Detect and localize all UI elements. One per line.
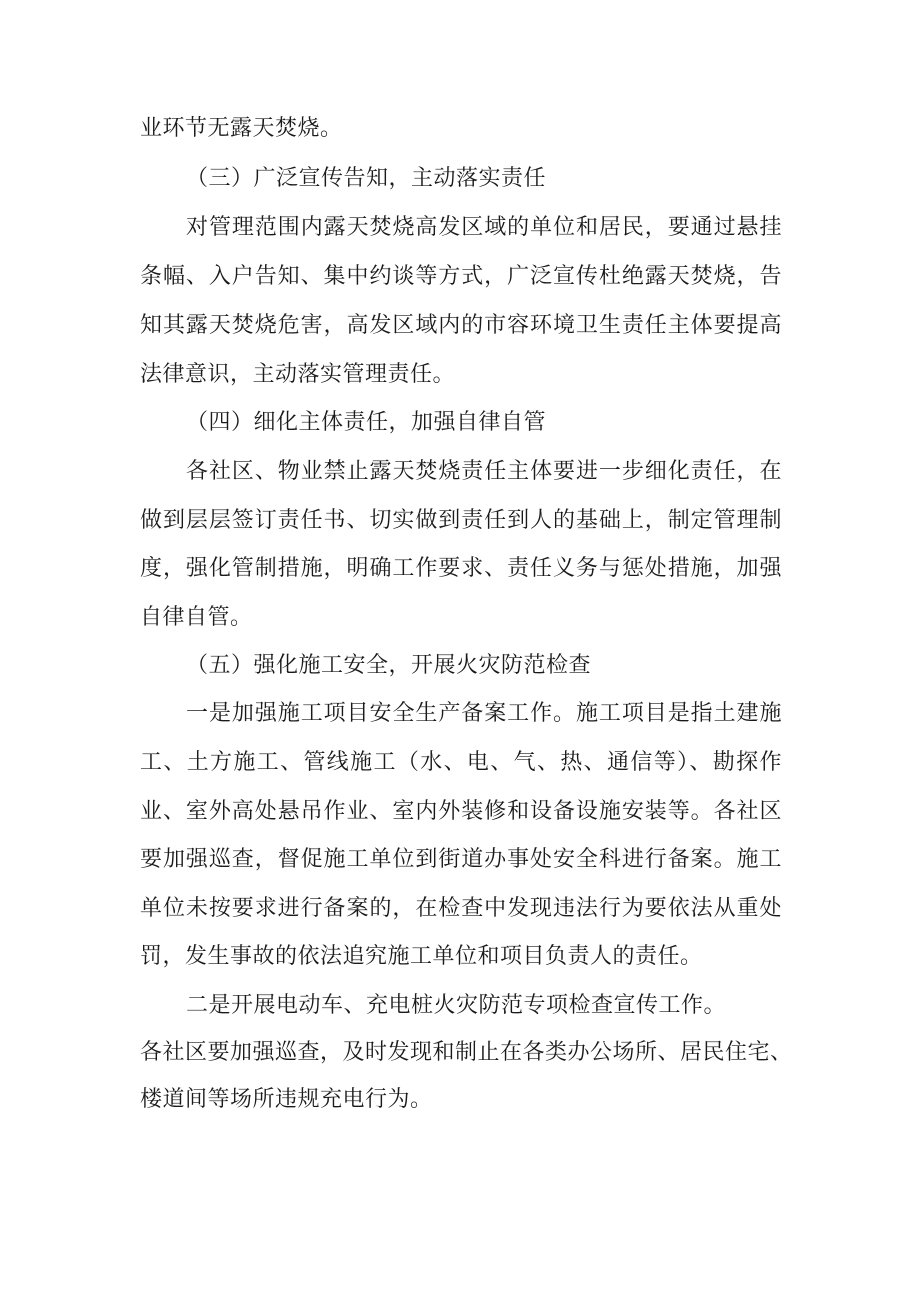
paragraph-line: 对管理范围内露天焚烧高发区域的单位和居民，要通过悬挂 (186, 215, 782, 240)
paragraph-line: 各社区、物业禁止露天焚烧责任主体要进一步细化责任，在 (186, 459, 782, 484)
section-heading-4: （四）细化主体责任，加强自律自管 (186, 410, 547, 435)
paragraph-line: 要加强巡查，督促施工单位到街道办事处安全科进行备案。施工 (140, 847, 782, 872)
paragraph-line: 业、室外高处悬吊作业、室内外装修和设备设施安装等。各社区 (140, 799, 782, 824)
section-heading-3: （三）广泛宣传告知，主动落实责任 (186, 166, 547, 191)
paragraph-line: 度，强化管制措施，明确工作要求、责任义务与惩处措施，加强 (140, 556, 782, 581)
paragraph-line: 一是加强施工项目安全生产备案工作。施工项目是指土建施 (186, 701, 782, 726)
paragraph-line: 自律自管。 (140, 605, 253, 630)
section-heading-5: （五）强化施工安全，开展火灾防范检查 (186, 653, 592, 678)
paragraph-line: 做到层层签订责任书、切实做到责任到人的基础上，制定管理制 (140, 508, 782, 533)
paragraph-line: 罚，发生事故的依法追究施工单位和项目负责人的责任。 (140, 944, 703, 969)
paragraph-line: 条幅、入户告知、集中约谈等方式，广泛宣传杜绝露天焚烧，告 (140, 264, 782, 289)
paragraph-line: 二是开展电动车、充电桩火灾防范专项检查宣传工作。 (186, 993, 727, 1018)
paragraph-line: 工、土方施工、管线施工（水、电、气、热、通信等）、勘探作 (140, 750, 782, 775)
paragraph-line: 各社区要加强巡查，及时发现和制止在各类办公场所、居民住宅、 (140, 1040, 793, 1065)
paragraph-line: 楼道间等场所违规充电行为。 (140, 1087, 433, 1112)
paragraph-line: 单位未按要求进行备案的，在检查中发现违法行为要依法从重处 (140, 896, 782, 921)
paragraph-line: 法律意识，主动落实管理责任。 (140, 362, 456, 387)
paragraph-line: 业环节无露天焚烧。 (140, 116, 343, 141)
paragraph-line: 知其露天焚烧危害，高发区域内的市容环境卫生责任主体要提高 (140, 313, 782, 338)
